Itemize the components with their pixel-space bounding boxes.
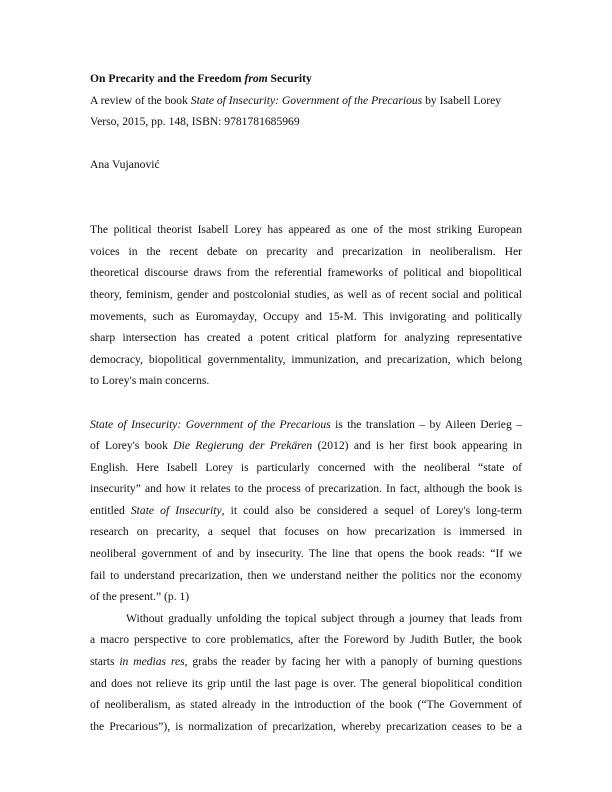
book-title: State of Insecurity [130, 503, 222, 517]
reviewer-name: Ana Vujanović [90, 158, 160, 172]
text-line: of the present.” (p. 1) [90, 590, 190, 604]
text-line: fail to understand precarization, then we understand neither the politics nor the economy [90, 568, 522, 582]
title-text: On Precarity and the Freedom [90, 72, 245, 85]
text-line: The political theorist Isabell Lorey has appeared as one of the most striking European [90, 223, 522, 237]
review-author: by Isabell Lorey [422, 93, 502, 107]
paragraph-1 [90, 219, 522, 392]
text-line [90, 435, 522, 457]
text-line [90, 651, 522, 673]
text-span: of Lorey's book [90, 439, 174, 453]
text-line: English. Here Isabell Lorey is particularly concerned with the neoliberal “state of [90, 460, 522, 474]
text-span: , it could also be considered a sequel of Lorey's long-term [221, 503, 523, 517]
text-line: sharp intersection has created a potent critical platform for analyzing representative [90, 331, 522, 345]
text-line: democracy, biopolitical governmentality, immunization, and precarization, which belong [90, 352, 522, 366]
review-prefix: A review of the book [90, 93, 191, 107]
book-title-german: Die Regierung der Prekären [173, 439, 313, 453]
text-line: of neoliberalism, as stated already in the introduction of the book (“The Government of [90, 698, 522, 712]
book-title: State of Insecurity: Government of the Precarious [90, 417, 331, 431]
text-line: a macro perspective to core problematics, after the Foreword by Judith Butler, the book [90, 633, 522, 647]
italic-phrase: in medias res [119, 655, 185, 669]
text-line: movements, such as Euromayday, Occupy and 15-M. This invigorating and politically [90, 309, 522, 323]
text-span: entitled [90, 503, 131, 517]
text-line: theory, feminism, gender and postcolonial studies, as well as of recent social and political [90, 287, 522, 301]
paragraph-2 [90, 414, 522, 608]
text-line: insecurity” and how it relates to the process of precarization. In fact, although the book is [90, 482, 522, 496]
text-line: to Lorey's main concerns. [90, 374, 210, 388]
text-line [90, 500, 522, 522]
book-title: State of Insecurity: Government of the Precarious [190, 93, 423, 107]
text-line: Without gradually unfolding the topical subject through a journey that leads from [126, 611, 522, 625]
publication-info: Verso, 2015, pp. 148, ISBN: 9781781685969 [90, 115, 300, 129]
text-span: (2012) and is her first book appearing in [312, 439, 522, 453]
paragraph-3 [90, 608, 522, 738]
document-page [90, 68, 522, 737]
review-line [90, 90, 522, 112]
title-text-end: Security [267, 72, 312, 85]
text-span: starts [90, 655, 120, 669]
text-line: and does not relieve its grip until the last page is over. The general biopolitical condition [90, 676, 522, 690]
text-line [90, 414, 522, 436]
text-line: voices in the recent debate on precarity and precarization in neoliberalism. Her [90, 244, 522, 258]
title-italic: from [244, 72, 268, 85]
text-line: the Precarious”), is normalization of precarization, whereby precarization ceases to be a [90, 719, 522, 733]
text-span: is the translation – by Aileen Derieg – [330, 417, 522, 431]
text-span: , grabs the reader by facing her with a panoply of burning questions [184, 655, 522, 669]
text-line: theoretical discourse draws from the referential frameworks of political and biopolitical [90, 266, 522, 280]
text-line: research on precarity, a sequel that focuses on how precarization is immersed in [90, 525, 522, 539]
article-title [90, 68, 522, 90]
text-line: neoliberal government of and by insecurity. The line that opens the book reads: “If we [90, 547, 522, 561]
